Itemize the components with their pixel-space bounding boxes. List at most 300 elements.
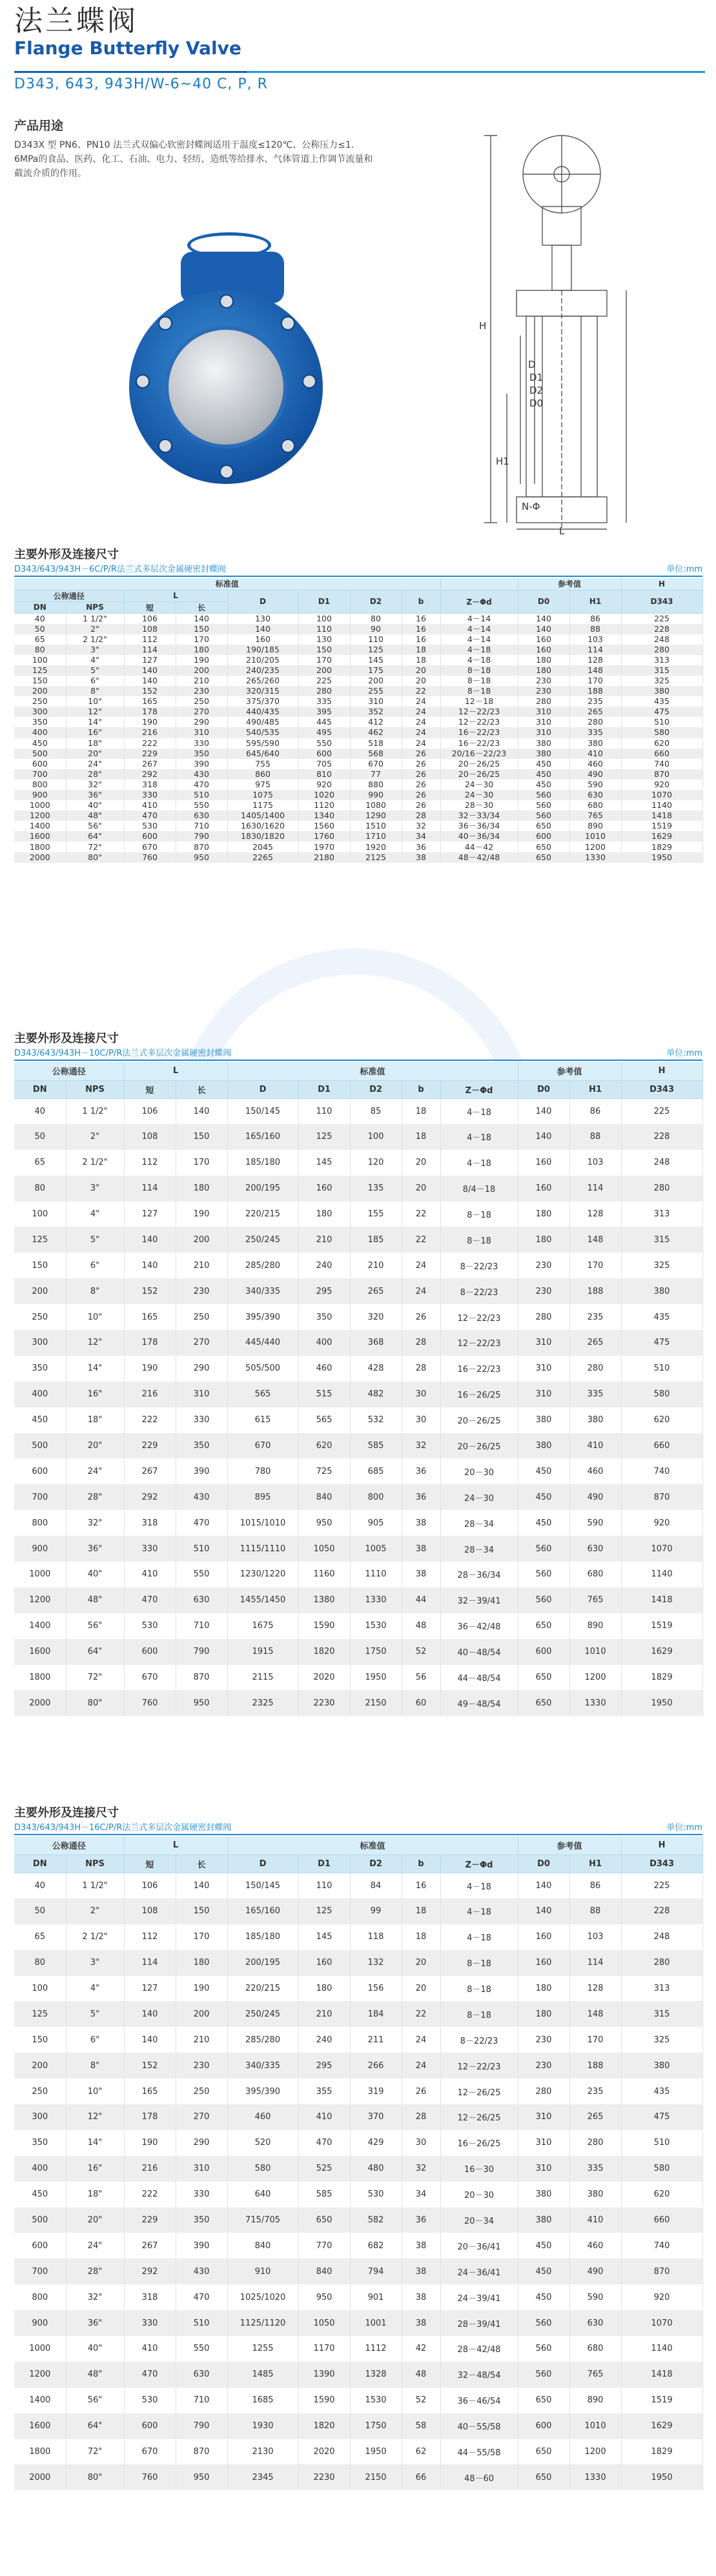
table-cell: 650 [518,1690,569,1716]
table-cell: 12－26/25 [440,2078,518,2104]
table-cell: 130 [227,613,298,624]
bolt-icon [158,316,172,330]
table-cell: 470 [176,2284,227,2310]
drawing-label-D2: D2 [529,385,544,396]
table-cell: 26 [402,2078,440,2104]
table-cell: 450 [518,1510,569,1536]
table-cell: 1950 [350,1665,402,1691]
table-row [14,1278,702,1304]
table-cell: 8－18 [440,676,518,686]
table-cell: 1 1/2" [66,613,124,624]
table-cell: 1 1/2" [66,1098,124,1124]
table-cell: 229 [124,749,176,759]
table-cell: 380 [621,1278,702,1304]
table-cell: 1000 [14,2336,66,2362]
table-cell: 34 [402,2182,440,2208]
table-cell: 1080 [350,800,402,810]
table-cell: 1829 [621,841,702,852]
table-cell: 170 [298,655,350,665]
table-cell: 1455/1450 [227,1587,298,1613]
drawing-label-D: D [528,359,536,370]
table-cell: 44－55/58 [440,2439,518,2465]
table-row [14,1639,702,1665]
table-cell: 12－22/23 [440,1330,518,1356]
table-cell: 460 [227,2104,298,2130]
table-cell: 600 [14,759,66,769]
unit-label: 单位:mm [666,565,702,574]
table-cell: 1005 [350,1536,402,1562]
table-cell: 2000 [14,2464,66,2490]
table-cell: 920 [621,1510,702,1536]
table-cell: 108 [124,1898,176,1924]
table-cell: 5" [66,2001,124,2027]
table-row [14,749,702,759]
table-cell: 56" [66,2388,124,2413]
table-cell: 20 [402,1950,440,1976]
table-cell: 160 [518,634,569,645]
table-cell: 40 [14,613,66,624]
table-cell: 106 [124,1873,176,1898]
table-cell: 230 [518,676,569,686]
table-cell: 6" [66,1253,124,1278]
table-row [14,707,702,717]
table-cell: 1230/1220 [227,1562,298,1587]
table-cell: 26 [402,800,440,810]
table-cell: 222 [124,2182,176,2208]
table-cell: 600 [518,1639,569,1665]
table-cell: 715/705 [227,2208,298,2233]
table-cell: 310 [518,2156,569,2182]
table-cell: 3" [66,645,124,655]
header-std: 标准值 [227,1836,518,1855]
table-cell: 125 [298,1124,350,1150]
table-cell: 248 [621,1924,702,1950]
table-cell: 127 [124,1202,176,1227]
table-cell: 495 [298,727,350,738]
table-row [14,717,702,727]
table-row [14,696,702,707]
table-cell: 2230 [298,2464,350,2490]
table-cell: 180 [298,1976,350,2002]
table-cell: 128 [569,1976,621,2002]
table-cell: 280 [518,1304,569,1330]
table-cell: 160 [298,1176,350,1202]
table-cell: 640 [227,2182,298,2208]
table-cell: 410 [124,2336,176,2362]
table-cell: 103 [569,1924,621,1950]
table-cell: 670 [350,759,402,769]
table-cell: 1140 [621,800,702,810]
bolt-icon [281,316,295,330]
table-cell: 518 [350,738,402,749]
table-cell: 180 [298,1202,350,1227]
table-cell: 8－18 [440,1202,518,1227]
table-cell: 790 [176,2413,227,2439]
table-cell: 800 [350,1484,402,1510]
header-H: H [621,1836,702,1855]
table-cell: 114 [124,1950,176,1976]
table-cell: 710 [176,1613,227,1639]
table-cell: 600 [14,1458,66,1484]
table-cell: 112 [124,634,176,645]
header-std: 标准值 [14,578,440,590]
table-cell: 48" [66,2362,124,2388]
table-section-pn16 [14,1806,702,2490]
table-cell: 2020 [298,1665,350,1691]
table-row [14,2259,702,2284]
table-cell: 12" [66,2104,124,2130]
table-cell: 310 [176,1382,227,1407]
table-cell: 36－42/48 [440,1613,518,1639]
table-row [14,780,702,790]
table-cell: 36 [402,1484,440,1510]
table-cell: 100 [14,655,66,665]
table-cell: 58 [402,2413,440,2439]
header-H: H [621,578,702,590]
table-cell: 24 [402,2053,440,2078]
table-cell: 319 [350,2078,402,2104]
table-cell: 1829 [621,1665,702,1691]
table-cell: 225 [621,1873,702,1898]
table-cell: 110 [350,634,402,645]
table-cell: 650 [518,2439,569,2465]
table-row [14,1898,702,1924]
table-cell: 462 [350,727,402,738]
table-cell: 620 [621,1407,702,1433]
table-cell: 1829 [621,2439,702,2465]
table-cell: 880 [350,780,402,790]
table-cell: 240 [298,2027,350,2053]
table-subtitle: D343/643/943H－10C/P/R法兰式多层次金属硬密封蝶阀 [14,1049,232,1058]
table-cell: 4－18 [440,645,518,655]
table-cell: 4－18 [440,1873,518,1898]
table-cell: 840 [298,1484,350,1510]
table-row [14,2156,702,2182]
drawing-label-N: N-Φ [522,501,540,512]
table-cell: 160 [518,1950,569,1976]
table-cell: 12－22/23 [440,2053,518,2078]
table-cell: 56 [402,1665,440,1691]
table-cell: 1025/1020 [227,2284,298,2310]
table-cell: 500 [14,1433,66,1459]
table-cell: 460 [569,2233,621,2259]
table-cell: 24－30 [440,1484,518,1510]
header-D1: D1 [298,1080,350,1098]
table-cell: 65 [14,1150,66,1176]
table-cell: 650 [518,2464,569,2490]
table-cell: 710 [176,2388,227,2413]
table-cell: 24 [402,1253,440,1278]
table-cell: 1140 [621,1562,702,1587]
table-cell: 106 [124,1098,176,1124]
table-cell: 114 [569,1950,621,1976]
table-cell: 740 [621,759,702,769]
table-cell: 160 [518,645,569,655]
table-cell: 680 [569,800,621,810]
table-cell: 90 [350,624,402,634]
table-cell: 28 [402,1356,440,1382]
table-cell: 3" [66,1176,124,1202]
header-D0: D0 [518,1080,569,1098]
table-subtitle: D343/643/943H－16C/P/R法兰式多层次金属硬密封蝶阀 [14,1823,232,1833]
table-cell: 86 [569,1098,621,1124]
table-cell: 580 [227,2156,298,2182]
table-cell: 870 [176,2439,227,2465]
table-cell: 160 [298,1950,350,1976]
table-cell: 42 [402,2336,440,2362]
table-cell: 780 [227,1458,298,1484]
table-title: 主要外形及连接尺寸 [14,548,119,561]
table-cell: 1200 [14,810,66,821]
table-cell: 310 [518,1330,569,1356]
table-cell: 156 [350,1976,402,2002]
table-cell: 12" [66,707,124,717]
table-row [14,676,702,686]
table-cell: 650 [518,2388,569,2413]
table-cell: 480 [350,2156,402,2182]
table-cell: 1070 [621,2310,702,2336]
header-D2: D2 [350,1855,402,1873]
table-cell: 5" [66,1227,124,1253]
table-row [14,1458,702,1484]
table-cell: 500 [14,749,66,759]
table-cell: 580 [621,727,702,738]
table-cell: 630 [176,810,227,821]
table-cell: 229 [124,2208,176,2233]
table-cell: 760 [124,852,176,863]
table-cell: 40－55/58 [440,2413,518,2439]
table-cell: 200 [350,676,402,686]
table-cell: 110 [298,1098,350,1124]
table-cell: 24 [402,1278,440,1304]
table-cell: 368 [350,1330,402,1356]
table-cell: 580 [621,2156,702,2182]
table-cell: 32" [66,2284,124,2310]
table-cell: 8－22/23 [440,1253,518,1278]
technical-drawing [413,123,697,536]
table-cell: 670 [124,1665,176,1691]
table-cell: 765 [569,2362,621,2388]
table-cell: 440/435 [227,707,298,717]
table-cell: 8－18 [440,665,518,676]
table-row [14,1304,702,1330]
table-cell: 1020 [298,790,350,800]
table-cell: 220/215 [227,1202,298,1227]
table-cell: 4－14 [440,634,518,645]
table-cell: 8－18 [440,2001,518,2027]
table-row [14,790,702,800]
table-cell: 310 [518,727,569,738]
table-cell: 26 [402,749,440,759]
table-cell: 24 [402,727,440,738]
table-cell: 8－18 [440,686,518,696]
table-cell: 2" [66,624,124,634]
table-title: 主要外形及连接尺寸 [14,1806,119,1820]
table-cell: 950 [298,2284,350,2310]
table-cell: 250 [14,2078,66,2104]
table-cell: 190 [176,1202,227,1227]
table-cell: 1200 [569,841,621,852]
table-cell: 36 [402,1458,440,1484]
header-D343: D343 [621,590,702,613]
table-cell: 20 [402,1976,440,2002]
table-cell: 1970 [298,841,350,852]
table-cell: 395/390 [227,2078,298,2104]
table-cell: 28－42/48 [440,2336,518,2362]
table-cell: 228 [621,1898,702,1924]
table-cell: 65 [14,634,66,645]
table-row [14,1562,702,1587]
table-cell: 38 [402,1562,440,1587]
table-cell: 18" [66,2182,124,2208]
product-photo [103,252,349,484]
table-cell: 1400 [14,821,66,831]
header-D0: D0 [518,590,569,613]
table-cell: 26 [402,790,440,800]
table-cell: 185/180 [227,1924,298,1950]
table-cell: 1750 [350,2413,402,2439]
table-body [14,1098,702,1716]
table-cell: 8" [66,2053,124,2078]
table-cell: 140 [124,1227,176,1253]
table-cell: 600 [124,831,176,841]
table-cell: 330 [124,1536,176,1562]
table-cell: 165/160 [227,1124,298,1150]
header-divider [14,71,705,73]
header-DN: DN [14,1855,66,1873]
table-cell: 295 [298,1278,350,1304]
table-cell: 1600 [14,2413,66,2439]
table-cell: 630 [569,790,621,800]
table-cell: 86 [569,613,621,624]
table-cell: 870 [621,769,702,780]
table-cell: 250 [14,1304,66,1330]
table-cell: 175 [350,665,402,676]
table-cell: 36－36/34 [440,821,518,831]
table-cell: 125 [14,665,66,676]
table-cell: 2 1/2" [66,634,124,645]
table-cell: 180 [518,655,569,665]
table-cell: 12" [66,1330,124,1356]
table-cell: 36 [402,2208,440,2233]
table-cell: 560 [518,2362,569,2388]
header-L: L [124,1836,227,1855]
table-cell: 450 [518,2233,569,2259]
header-D1: D1 [298,1855,350,1873]
table-cell: 20 [402,1150,440,1176]
table-cell: 216 [124,727,176,738]
table-row [14,2362,702,2388]
table-cell: 28－36/34 [440,1562,518,1587]
table-cell: 265/260 [227,676,298,686]
table-cell: 65 [14,1924,66,1950]
table-cell: 505/500 [227,1356,298,1382]
table-cell: 38 [402,2259,440,2284]
table-cell: 1001 [350,2310,402,2336]
table-cell: 901 [350,2284,402,2310]
table-cell: 16－26/25 [440,1382,518,1407]
table-cell: 56" [66,1613,124,1639]
table-cell: 560 [518,800,569,810]
table-cell: 270 [176,707,227,717]
table-cell: 210 [298,1227,350,1253]
table-cell: 410 [298,2104,350,2130]
table-row [14,2233,702,2259]
header-ref: 参考值 [518,578,621,590]
table-cell: 335 [569,1382,621,1407]
table-cell: 280 [518,2078,569,2104]
table-cell: 140 [518,1898,569,1924]
table-cell: 630 [569,2310,621,2336]
table-cell: 1760 [298,831,350,841]
table-cell: 1015/1010 [227,1510,298,1536]
table-cell: 1590 [298,1613,350,1639]
table-cell: 250 [14,696,66,707]
table-cell: 595/590 [227,738,298,749]
table-row [14,2001,702,2027]
table-row [14,1613,702,1639]
table-cell: 950 [298,1510,350,1536]
table-cell: 230 [518,2053,569,2078]
table-cell: 8－22/23 [440,2027,518,2053]
table-cell: 630 [569,1536,621,1562]
table-cell: 620 [621,738,702,749]
table-header [14,1836,702,1873]
table-cell: 645/640 [227,749,298,759]
table-cell: 395 [298,707,350,717]
table-cell: 375/370 [227,696,298,707]
table-row [14,1950,702,1976]
table-cell: 395/390 [227,1304,298,1330]
table-cell: 520 [227,2130,298,2156]
table-cell: 26 [402,759,440,769]
table-cell: 18 [402,1898,440,1924]
table-cell: 450 [518,1484,569,1510]
table-cell: 4" [66,1976,124,2002]
table-cell: 210 [350,1253,402,1278]
table-cell: 292 [124,769,176,780]
table-cell: 280 [621,1950,702,1976]
table-cell: 18" [66,1407,124,1433]
table-cell: 40－48/54 [440,1639,518,1665]
table-cell: 32" [66,1510,124,1536]
table-cell: 114 [124,1176,176,1202]
table-cell: 8－22/23 [440,1278,518,1304]
table-cell: 390 [176,2233,227,2259]
table-cell: 920 [621,780,702,790]
table-cell: 290 [176,717,227,727]
table-cell: 800 [14,1510,66,1536]
table-cell: 450 [518,769,569,780]
table-cell: 265 [569,707,621,717]
table-cell: 88 [569,624,621,634]
table-cell: 127 [124,1976,176,2002]
table-cell: 1530 [350,1613,402,1639]
table-cell: 1050 [298,1536,350,1562]
table-cell: 10" [66,2078,124,2104]
table-cell: 170 [569,2027,621,2053]
table-cell: 230 [176,1278,227,1304]
header-NPS: NPS [66,1080,124,1098]
table-cell: 6" [66,2027,124,2053]
table-cell: 380 [518,2208,569,2233]
table-cell: 840 [227,2233,298,2259]
table-cell: 870 [176,1665,227,1691]
table-cell: 114 [569,645,621,655]
table-top-rule [14,1834,702,1835]
table-cell: 24－30 [440,780,518,790]
table-cell: 318 [124,2284,176,2310]
